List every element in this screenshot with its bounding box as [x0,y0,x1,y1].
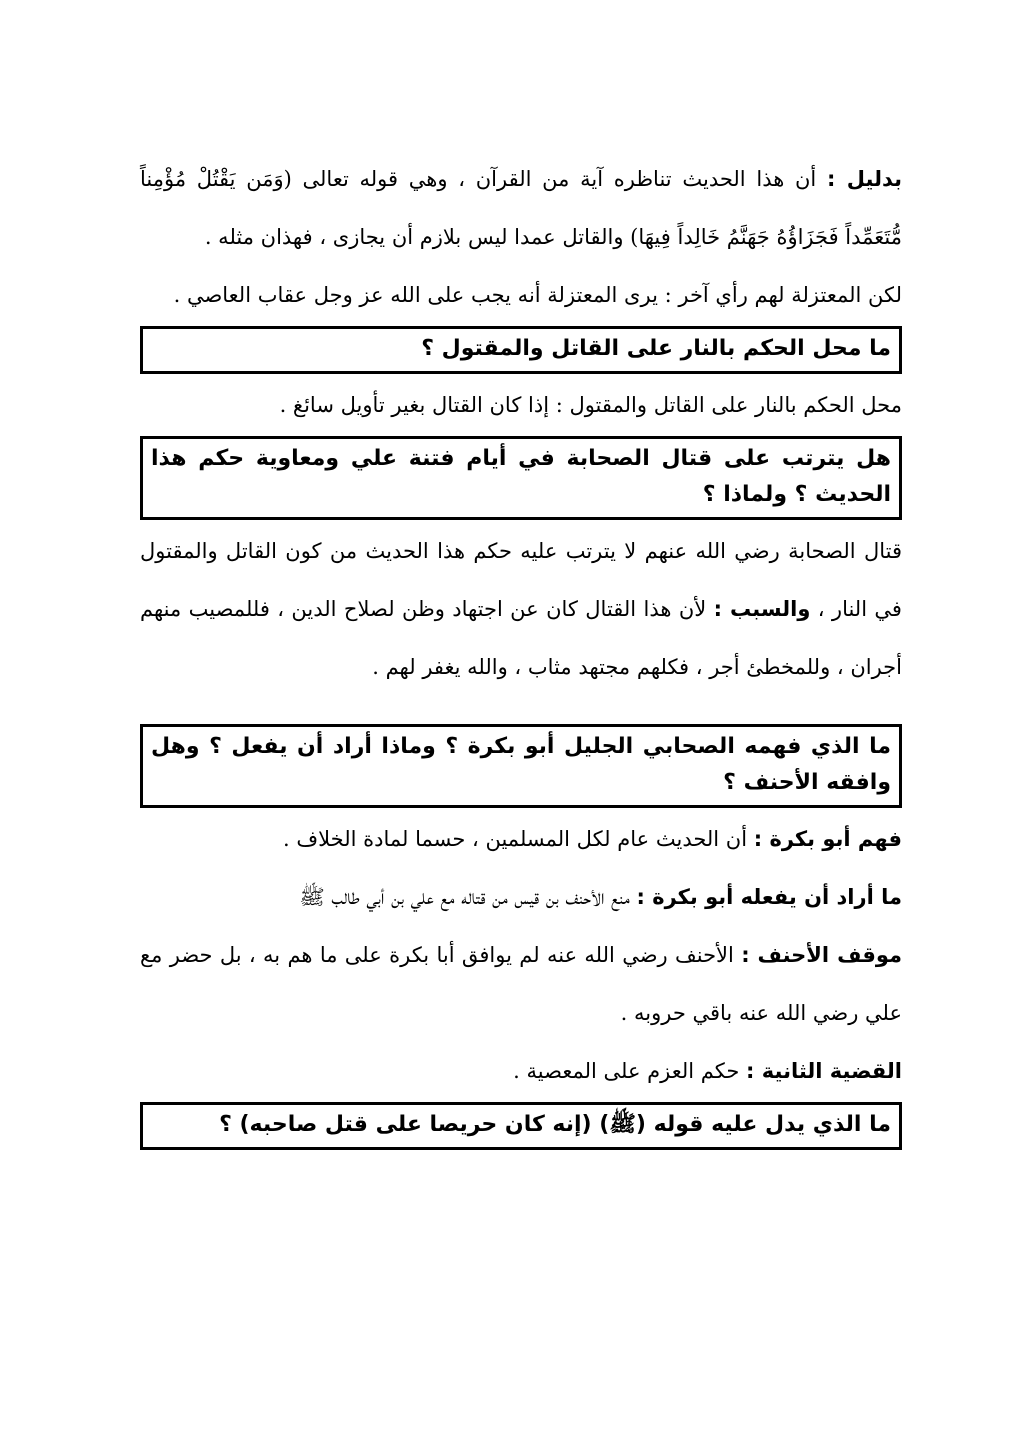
question-4-text: ما الذي يدل عليه قوله (ﷺ) (إنه كان حريصا على قتل صاحبه) ؟ [219,1112,891,1137]
second-issue [140,1042,902,1100]
question-box-2 [140,436,902,520]
second-issue-label: القضية الثانية : [746,1059,902,1083]
answer-2 [140,522,902,696]
answer-1 [140,376,902,434]
evidence-label: بدليل : [827,167,902,191]
spacer [140,696,902,722]
answer-2-text-2: لأن هذا القتال كان عن اجتهاد وظن لصلاح الدين ، فللمصيب منهم أجران ، وللمخطئ أجر ، فكلهم مجتهد مثاب ، والله يغفر لهم . [140,597,902,679]
question-box-4 [140,1102,902,1150]
abu-bakra-understanding-label: فهم أبو بكرة : [753,827,902,851]
ahnaf-position-text: الأحنف رضي الله عنه لم يوافق أبا بكرة على ما هم به ، بل حضر مع علي رضي الله عنه باقي حروبه . [140,943,902,1025]
ahnaf-position-label: موقف الأحنف : [741,943,903,967]
evidence-text: أن هذا الحديث تناظره آية من القرآن ، وهي قوله تعالى (وَمَن يَقْتُلْ مُؤْمِناً مُّتَعَمِّداً فَجَزَاؤُهُ جَهَنَّمُ خَالِداً فِيهَا) والقاتل عمدا ليس بلازم أن يجازى ، فهذان مثله . [140,167,902,249]
evidence-paragraph [140,150,902,266]
abu-bakra-understanding-text: أن الحديث عام لكل المسلمين ، حسما لمادة الخلاف . [283,827,748,851]
mutazila-text: لكن المعتزلة لهم رأي آخر : يرى المعتزلة أنه يجب على الله عز وجل عقاب العاصي . [173,283,902,307]
answer-2-text-1: قتال الصحابة رضي الله عنهم لا يترتب عليه حكم هذا الحديث من كون القاتل والمقتول في النار ، [140,539,902,621]
answer-abu-bakra-understanding [140,810,902,868]
second-issue-text: حكم العزم على المعصية . [513,1059,740,1083]
question-2-text: هل يترتب على قتال الصحابة في أيام فتنة علي ومعاوية حكم هذا الحديث ؟ ولماذا ؟ [151,446,891,507]
reason-label: والسبب : [713,597,811,621]
question-box-3 [140,724,902,808]
document-page [140,150,902,1152]
answer-1-text: محل الحكم بالنار على القاتل والمقتول : إذا كان القتال بغير تأويل سائغ . [279,393,902,417]
answer-abu-bakra-intent [140,868,902,926]
abu-bakra-intent-label: ما أراد أن يفعله أبو بكرة : [636,885,902,909]
question-1-text: ما محل الحكم بالنار على القاتل والمقتول ؟ [421,336,891,361]
question-3-text: ما الذي فهمه الصحابي الجليل أبو بكرة ؟ وماذا أراد أن يفعل ؟ وهل وافقه الأحنف ؟ [151,734,891,795]
answer-ahnaf-position [140,926,902,1042]
mutazila-paragraph [140,266,902,324]
question-box-1 [140,326,902,374]
abu-bakra-intent-text: منع الأحنف بن قيس من قتاله مع علي بن أبي طالب ﷺ [299,885,630,909]
